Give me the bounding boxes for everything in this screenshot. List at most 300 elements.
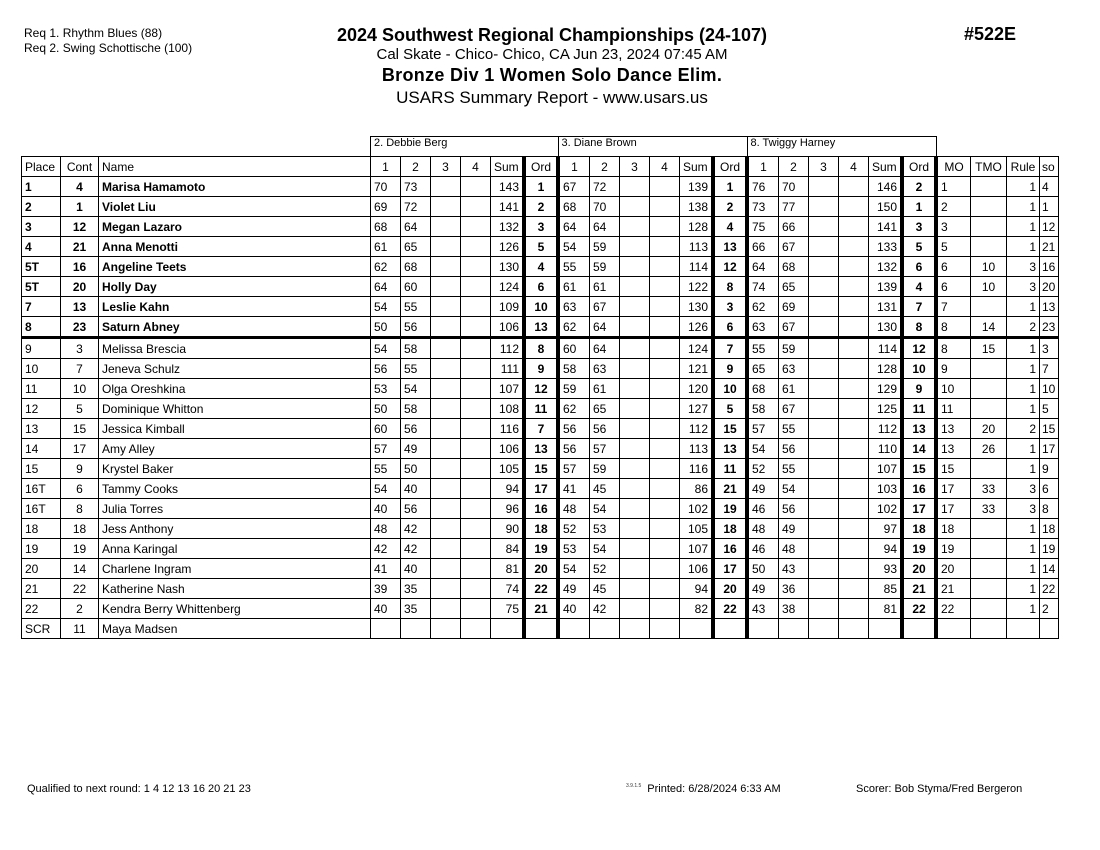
sum-cell: 139 bbox=[869, 277, 903, 297]
score-cell: 70 bbox=[590, 197, 620, 217]
skater-name-cell: Holly Day bbox=[99, 277, 371, 297]
place-cell: 2 bbox=[22, 197, 61, 217]
contestant-number-cell: 8 bbox=[61, 499, 99, 519]
table-row bbox=[22, 297, 1059, 317]
score-cell bbox=[809, 257, 839, 277]
score-cell bbox=[809, 297, 839, 317]
score-cell bbox=[650, 317, 680, 338]
ordinal-cell: 22 bbox=[713, 599, 747, 619]
place-cell: 9 bbox=[22, 338, 61, 359]
tmo-cell bbox=[971, 539, 1007, 559]
score-cell: 40 bbox=[558, 599, 590, 619]
score-cell bbox=[461, 439, 491, 459]
sum-cell: 122 bbox=[680, 277, 714, 297]
mo-cell: 17 bbox=[936, 499, 971, 519]
col-rule: Rule bbox=[1007, 157, 1040, 177]
score-cell bbox=[650, 359, 680, 379]
score-cell: 70 bbox=[779, 177, 809, 197]
score-cell: 35 bbox=[401, 579, 431, 599]
score-cell: 54 bbox=[558, 559, 590, 579]
score-cell: 63 bbox=[747, 317, 779, 338]
score-cell bbox=[809, 399, 839, 419]
ordinal-cell: 7 bbox=[902, 297, 936, 317]
score-cell: 45 bbox=[590, 479, 620, 499]
score-cell bbox=[620, 539, 650, 559]
score-cell bbox=[650, 579, 680, 599]
score-cell bbox=[747, 619, 779, 639]
score-cell: 54 bbox=[590, 499, 620, 519]
score-cell bbox=[839, 499, 869, 519]
ordinal-cell: 22 bbox=[524, 579, 558, 599]
sum-cell: 143 bbox=[491, 177, 525, 197]
sum-cell: 96 bbox=[491, 499, 525, 519]
place-cell: 4 bbox=[22, 237, 61, 257]
so-cell: 2 bbox=[1040, 599, 1059, 619]
table-row bbox=[22, 479, 1059, 499]
score-cell: 54 bbox=[558, 237, 590, 257]
so-cell: 14 bbox=[1040, 559, 1059, 579]
sum-cell: 107 bbox=[680, 539, 714, 559]
score-cell: 46 bbox=[747, 539, 779, 559]
score-cell: 41 bbox=[371, 559, 401, 579]
sum-cell: 146 bbox=[869, 177, 903, 197]
score-cell bbox=[809, 177, 839, 197]
score-cell bbox=[809, 317, 839, 338]
score-cell: 42 bbox=[371, 539, 401, 559]
rule-cell: 1 bbox=[1007, 459, 1040, 479]
score-cell: 40 bbox=[371, 599, 401, 619]
score-cell: 55 bbox=[401, 359, 431, 379]
score-cell: 56 bbox=[779, 499, 809, 519]
score-cell bbox=[839, 237, 869, 257]
score-cell bbox=[650, 277, 680, 297]
table-row bbox=[22, 217, 1059, 237]
table-row bbox=[22, 338, 1059, 359]
score-cell bbox=[839, 419, 869, 439]
score-cell: 52 bbox=[558, 519, 590, 539]
col-judge2-sum: Sum bbox=[680, 157, 714, 177]
place-cell: 12 bbox=[22, 399, 61, 419]
tmo-cell bbox=[971, 599, 1007, 619]
score-cell: 67 bbox=[558, 177, 590, 197]
skater-name-cell: Megan Lazaro bbox=[99, 217, 371, 237]
score-cell: 70 bbox=[371, 177, 401, 197]
ordinal-cell: 13 bbox=[524, 317, 558, 338]
sum-cell bbox=[491, 619, 525, 639]
mo-cell: 5 bbox=[936, 237, 971, 257]
score-cell bbox=[839, 559, 869, 579]
ordinal-cell: 6 bbox=[902, 257, 936, 277]
ordinal-cell: 15 bbox=[524, 459, 558, 479]
score-cell bbox=[431, 539, 461, 559]
skater-name-cell: Amy Alley bbox=[99, 439, 371, 459]
score-cell: 45 bbox=[590, 579, 620, 599]
score-cell: 67 bbox=[779, 399, 809, 419]
score-cell: 54 bbox=[401, 379, 431, 399]
score-cell: 76 bbox=[747, 177, 779, 197]
score-cell: 58 bbox=[747, 399, 779, 419]
score-cell bbox=[839, 439, 869, 459]
score-cell bbox=[809, 459, 839, 479]
contestant-number-cell: 14 bbox=[61, 559, 99, 579]
skater-name-cell: Olga Oreshkina bbox=[99, 379, 371, 399]
score-cell: 72 bbox=[401, 197, 431, 217]
table-row bbox=[22, 277, 1059, 297]
col-judge3-s3: 3 bbox=[809, 157, 839, 177]
rule-cell: 3 bbox=[1007, 257, 1040, 277]
mo-cell: 19 bbox=[936, 539, 971, 559]
results-table bbox=[21, 136, 1059, 639]
score-cell bbox=[809, 359, 839, 379]
score-cell: 46 bbox=[747, 499, 779, 519]
score-cell: 63 bbox=[779, 359, 809, 379]
score-cell: 68 bbox=[558, 197, 590, 217]
sum-cell: 124 bbox=[680, 338, 714, 359]
score-cell bbox=[431, 197, 461, 217]
score-cell: 65 bbox=[401, 237, 431, 257]
score-cell bbox=[839, 359, 869, 379]
skater-name-cell: Krystel Baker bbox=[99, 459, 371, 479]
score-cell: 48 bbox=[779, 539, 809, 559]
ordinal-cell: 5 bbox=[902, 237, 936, 257]
score-cell bbox=[839, 317, 869, 338]
sum-cell: 103 bbox=[869, 479, 903, 499]
score-cell bbox=[650, 599, 680, 619]
skater-name-cell: Violet Liu bbox=[99, 197, 371, 217]
sum-cell: 107 bbox=[869, 459, 903, 479]
skater-name-cell: Tammy Cooks bbox=[99, 479, 371, 499]
score-cell bbox=[431, 359, 461, 379]
sum-cell: 109 bbox=[491, 297, 525, 317]
score-cell bbox=[809, 197, 839, 217]
sum-cell: 106 bbox=[491, 439, 525, 459]
table-row bbox=[22, 499, 1059, 519]
rule-cell: 1 bbox=[1007, 579, 1040, 599]
score-cell: 39 bbox=[371, 579, 401, 599]
so-cell: 18 bbox=[1040, 519, 1059, 539]
so-cell: 10 bbox=[1040, 379, 1059, 399]
score-cell: 49 bbox=[779, 519, 809, 539]
score-cell bbox=[558, 619, 590, 639]
sum-cell: 141 bbox=[869, 217, 903, 237]
sum-cell: 114 bbox=[869, 338, 903, 359]
so-cell: 8 bbox=[1040, 499, 1059, 519]
ordinal-cell: 21 bbox=[713, 479, 747, 499]
score-cell bbox=[650, 559, 680, 579]
mo-cell: 6 bbox=[936, 277, 971, 297]
score-cell bbox=[839, 257, 869, 277]
rule-cell: 2 bbox=[1007, 419, 1040, 439]
score-cell: 64 bbox=[590, 338, 620, 359]
score-cell bbox=[620, 439, 650, 459]
sum-cell: 130 bbox=[869, 317, 903, 338]
score-cell bbox=[431, 419, 461, 439]
score-cell bbox=[809, 519, 839, 539]
rule-cell: 1 bbox=[1007, 217, 1040, 237]
score-cell bbox=[461, 297, 491, 317]
sum-cell: 128 bbox=[869, 359, 903, 379]
ordinal-cell: 6 bbox=[524, 277, 558, 297]
score-cell bbox=[839, 177, 869, 197]
col-judge3-s2: 2 bbox=[779, 157, 809, 177]
score-cell bbox=[839, 297, 869, 317]
table-row bbox=[22, 459, 1059, 479]
score-cell: 63 bbox=[590, 359, 620, 379]
score-cell: 53 bbox=[371, 379, 401, 399]
sum-cell: 132 bbox=[491, 217, 525, 237]
ordinal-cell: 16 bbox=[524, 499, 558, 519]
contestant-number-cell: 10 bbox=[61, 379, 99, 399]
sum-cell: 139 bbox=[680, 177, 714, 197]
sum-cell: 127 bbox=[680, 399, 714, 419]
score-cell: 54 bbox=[371, 338, 401, 359]
mo-cell: 22 bbox=[936, 599, 971, 619]
ordinal-cell: 2 bbox=[713, 197, 747, 217]
score-cell bbox=[839, 379, 869, 399]
score-cell bbox=[620, 237, 650, 257]
score-cell: 50 bbox=[371, 317, 401, 338]
score-cell: 54 bbox=[747, 439, 779, 459]
mo-cell: 3 bbox=[936, 217, 971, 237]
requirements-list bbox=[24, 26, 192, 56]
so-cell: 22 bbox=[1040, 579, 1059, 599]
tmo-cell bbox=[971, 177, 1007, 197]
tmo-cell bbox=[971, 359, 1007, 379]
report-header bbox=[300, 24, 804, 109]
ordinal-cell: 11 bbox=[902, 399, 936, 419]
score-cell bbox=[650, 237, 680, 257]
score-cell: 65 bbox=[590, 399, 620, 419]
contestant-number-cell: 3 bbox=[61, 338, 99, 359]
table-row bbox=[22, 619, 1059, 639]
col-judge3-s1: 1 bbox=[747, 157, 779, 177]
col-so: so bbox=[1040, 157, 1059, 177]
mo-cell: 1 bbox=[936, 177, 971, 197]
table-row bbox=[22, 419, 1059, 439]
sum-cell: 138 bbox=[680, 197, 714, 217]
score-cell bbox=[401, 619, 431, 639]
score-cell: 62 bbox=[747, 297, 779, 317]
ordinal-cell: 9 bbox=[713, 359, 747, 379]
score-cell bbox=[620, 338, 650, 359]
table-row bbox=[22, 359, 1059, 379]
ordinal-cell: 12 bbox=[713, 257, 747, 277]
printed-date: Printed: 6/28/2024 6:33 AM bbox=[647, 783, 781, 795]
skater-name-cell: Charlene Ingram bbox=[99, 559, 371, 579]
score-cell: 42 bbox=[401, 519, 431, 539]
ordinal-cell: 15 bbox=[713, 419, 747, 439]
score-cell bbox=[839, 519, 869, 539]
ordinal-cell: 13 bbox=[902, 419, 936, 439]
tmo-cell bbox=[971, 619, 1007, 639]
ordinal-cell: 4 bbox=[524, 257, 558, 277]
skater-name-cell: Maya Madsen bbox=[99, 619, 371, 639]
score-cell: 69 bbox=[779, 297, 809, 317]
mo-cell: 21 bbox=[936, 579, 971, 599]
col-judge2-s2: 2 bbox=[590, 157, 620, 177]
score-cell: 64 bbox=[401, 217, 431, 237]
sum-cell: 94 bbox=[491, 479, 525, 499]
ordinal-cell: 4 bbox=[902, 277, 936, 297]
score-cell bbox=[650, 338, 680, 359]
ordinal-cell: 7 bbox=[713, 338, 747, 359]
score-cell bbox=[461, 519, 491, 539]
ordinal-cell: 16 bbox=[902, 479, 936, 499]
score-cell bbox=[809, 559, 839, 579]
judge-2-name: 3. Diane Brown bbox=[558, 137, 747, 157]
sum-cell: 150 bbox=[869, 197, 903, 217]
tmo-cell bbox=[971, 399, 1007, 419]
score-cell bbox=[839, 399, 869, 419]
score-cell: 53 bbox=[590, 519, 620, 539]
mo-cell: 8 bbox=[936, 338, 971, 359]
score-cell: 49 bbox=[747, 479, 779, 499]
mo-cell: 11 bbox=[936, 399, 971, 419]
score-cell bbox=[779, 619, 809, 639]
score-cell bbox=[620, 479, 650, 499]
score-cell bbox=[431, 479, 461, 499]
tmo-cell: 14 bbox=[971, 317, 1007, 338]
skater-name-cell: Katherine Nash bbox=[99, 579, 371, 599]
mo-cell: 15 bbox=[936, 459, 971, 479]
ordinal-cell: 21 bbox=[524, 599, 558, 619]
tmo-cell bbox=[971, 379, 1007, 399]
score-cell: 40 bbox=[401, 559, 431, 579]
score-cell: 53 bbox=[558, 539, 590, 559]
mo-cell: 2 bbox=[936, 197, 971, 217]
score-cell bbox=[620, 459, 650, 479]
so-cell: 15 bbox=[1040, 419, 1059, 439]
score-cell: 60 bbox=[371, 419, 401, 439]
sum-cell: 131 bbox=[869, 297, 903, 317]
col-judge3-sum: Sum bbox=[869, 157, 903, 177]
contestant-number-cell: 11 bbox=[61, 619, 99, 639]
score-cell bbox=[650, 519, 680, 539]
contestant-number-cell: 1 bbox=[61, 197, 99, 217]
sum-cell bbox=[869, 619, 903, 639]
contestant-number-cell: 6 bbox=[61, 479, 99, 499]
score-cell bbox=[620, 359, 650, 379]
ordinal-cell: 21 bbox=[902, 579, 936, 599]
place-cell: 3 bbox=[22, 217, 61, 237]
tmo-cell bbox=[971, 297, 1007, 317]
mo-cell: 17 bbox=[936, 479, 971, 499]
place-cell: 22 bbox=[22, 599, 61, 619]
score-cell: 56 bbox=[558, 439, 590, 459]
tmo-cell bbox=[971, 559, 1007, 579]
rule-cell: 1 bbox=[1007, 297, 1040, 317]
sum-cell: 84 bbox=[491, 539, 525, 559]
score-cell bbox=[461, 217, 491, 237]
table-row bbox=[22, 539, 1059, 559]
col-judge2-s1: 1 bbox=[558, 157, 590, 177]
sum-cell: 108 bbox=[491, 399, 525, 419]
score-cell: 43 bbox=[779, 559, 809, 579]
ordinal-cell bbox=[713, 619, 747, 639]
score-cell: 56 bbox=[779, 439, 809, 459]
so-cell: 12 bbox=[1040, 217, 1059, 237]
score-cell bbox=[431, 237, 461, 257]
so-cell: 20 bbox=[1040, 277, 1059, 297]
ordinal-cell: 3 bbox=[713, 297, 747, 317]
score-cell bbox=[461, 419, 491, 439]
sum-cell: 82 bbox=[680, 599, 714, 619]
sum-cell: 93 bbox=[869, 559, 903, 579]
ordinal-cell: 18 bbox=[902, 519, 936, 539]
score-cell bbox=[839, 338, 869, 359]
requirement-2: Req 2. Swing Schottische (100) bbox=[24, 41, 193, 55]
ordinal-cell: 18 bbox=[524, 519, 558, 539]
score-cell bbox=[620, 519, 650, 539]
score-cell: 57 bbox=[558, 459, 590, 479]
ordinal-cell: 11 bbox=[524, 399, 558, 419]
score-cell bbox=[650, 539, 680, 559]
score-cell: 73 bbox=[401, 177, 431, 197]
score-cell: 67 bbox=[779, 237, 809, 257]
contestant-number-cell: 4 bbox=[61, 177, 99, 197]
score-cell: 61 bbox=[779, 379, 809, 399]
ordinal-cell: 13 bbox=[713, 237, 747, 257]
table-row bbox=[22, 379, 1059, 399]
score-cell bbox=[809, 619, 839, 639]
score-cell: 50 bbox=[371, 399, 401, 419]
score-cell: 59 bbox=[590, 459, 620, 479]
score-cell bbox=[809, 217, 839, 237]
score-cell bbox=[431, 459, 461, 479]
score-cell bbox=[650, 297, 680, 317]
rule-cell: 1 bbox=[1007, 197, 1040, 217]
score-cell bbox=[839, 599, 869, 619]
sum-cell: 75 bbox=[491, 599, 525, 619]
score-cell bbox=[431, 217, 461, 237]
mo-cell: 6 bbox=[936, 257, 971, 277]
ordinal-cell: 19 bbox=[524, 539, 558, 559]
sum-cell: 120 bbox=[680, 379, 714, 399]
sum-cell: 141 bbox=[491, 197, 525, 217]
rule-cell bbox=[1007, 619, 1040, 639]
so-cell: 23 bbox=[1040, 317, 1059, 338]
score-cell bbox=[809, 479, 839, 499]
score-cell: 65 bbox=[779, 277, 809, 297]
score-cell bbox=[431, 519, 461, 539]
score-cell bbox=[461, 277, 491, 297]
score-cell: 61 bbox=[558, 277, 590, 297]
score-cell: 52 bbox=[747, 459, 779, 479]
sum-cell: 105 bbox=[680, 519, 714, 539]
mo-cell: 20 bbox=[936, 559, 971, 579]
so-cell bbox=[1040, 619, 1059, 639]
sum-cell: 126 bbox=[680, 317, 714, 338]
score-cell: 42 bbox=[590, 599, 620, 619]
score-cell bbox=[620, 559, 650, 579]
score-cell bbox=[461, 579, 491, 599]
sum-cell: 81 bbox=[869, 599, 903, 619]
score-cell: 40 bbox=[371, 499, 401, 519]
rule-cell: 1 bbox=[1007, 379, 1040, 399]
score-cell bbox=[431, 619, 461, 639]
skater-name-cell: Dominique Whitton bbox=[99, 399, 371, 419]
score-cell bbox=[461, 257, 491, 277]
score-cell: 57 bbox=[371, 439, 401, 459]
score-cell bbox=[431, 297, 461, 317]
sum-cell: 85 bbox=[869, 579, 903, 599]
sum-cell: 94 bbox=[680, 579, 714, 599]
table-row bbox=[22, 257, 1059, 277]
score-cell: 54 bbox=[590, 539, 620, 559]
score-cell: 63 bbox=[558, 297, 590, 317]
score-cell bbox=[650, 619, 680, 639]
so-cell: 16 bbox=[1040, 257, 1059, 277]
